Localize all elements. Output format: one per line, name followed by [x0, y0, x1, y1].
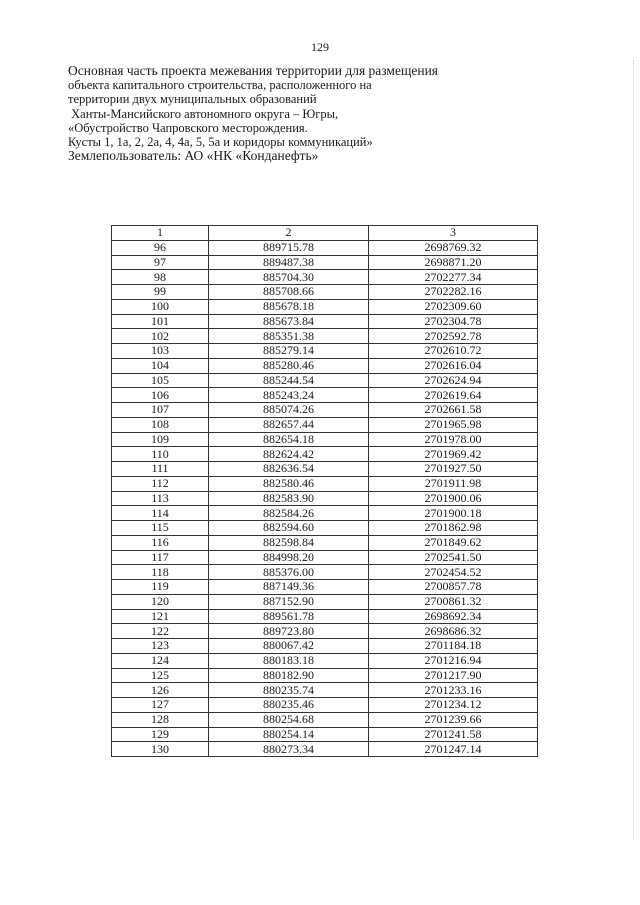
y-coordinate-cell: 2701969.42: [369, 447, 538, 462]
table-row: [112, 476, 538, 491]
point-number-cell: 118: [112, 565, 209, 580]
table-row: [112, 580, 538, 595]
x-coordinate-cell: 880235.46: [209, 698, 369, 713]
header-line: Землепользователь: АО «НК «Конданефть»: [68, 148, 319, 164]
table-row: [112, 432, 538, 447]
x-coordinate-cell: 882654.18: [209, 432, 369, 447]
point-number-cell: 123: [112, 639, 209, 654]
table-row: [112, 506, 538, 521]
point-number-cell: 98: [112, 270, 209, 285]
x-coordinate-cell: 880254.68: [209, 712, 369, 727]
table-row: [112, 417, 538, 432]
point-number-cell: 130: [112, 742, 209, 757]
table-row: [112, 403, 538, 418]
y-coordinate-cell: 2701216.94: [369, 653, 538, 668]
table-row: [112, 358, 538, 373]
table-row: [112, 373, 538, 388]
x-coordinate-cell: 889487.38: [209, 255, 369, 270]
table-row: [112, 447, 538, 462]
point-number-cell: 104: [112, 358, 209, 373]
point-number-cell: 100: [112, 299, 209, 314]
x-coordinate-cell: 882657.44: [209, 417, 369, 432]
point-number-cell: 119: [112, 580, 209, 595]
y-coordinate-cell: 2702624.94: [369, 373, 538, 388]
point-number-cell: 121: [112, 609, 209, 624]
point-number-cell: 113: [112, 491, 209, 506]
point-number-cell: 102: [112, 329, 209, 344]
table-row: [112, 712, 538, 727]
x-coordinate-cell: 882636.54: [209, 462, 369, 477]
table-row: [112, 594, 538, 609]
y-coordinate-cell: 2702282.16: [369, 285, 538, 300]
x-coordinate-cell: 882583.90: [209, 491, 369, 506]
y-coordinate-cell: 2701927.50: [369, 462, 538, 477]
x-coordinate-cell: 887149.36: [209, 580, 369, 595]
y-coordinate-cell: 2702592.78: [369, 329, 538, 344]
x-coordinate-cell: 885244.54: [209, 373, 369, 388]
table-row: [112, 550, 538, 565]
point-number-cell: 107: [112, 403, 209, 418]
coordinates-table: [111, 225, 538, 757]
x-coordinate-cell: 880067.42: [209, 639, 369, 654]
x-coordinate-cell: 885074.26: [209, 403, 369, 418]
point-number-cell: 122: [112, 624, 209, 639]
x-coordinate-cell: 889715.78: [209, 240, 369, 255]
x-coordinate-cell: 885678.18: [209, 299, 369, 314]
table-row: [112, 565, 538, 580]
point-number-cell: 127: [112, 698, 209, 713]
point-number-cell: 112: [112, 476, 209, 491]
y-coordinate-cell: 2701241.58: [369, 727, 538, 742]
point-number-cell: 117: [112, 550, 209, 565]
table-row: [112, 653, 538, 668]
y-coordinate-cell: 2701239.66: [369, 712, 538, 727]
x-coordinate-cell: 885376.00: [209, 565, 369, 580]
point-number-cell: 111: [112, 462, 209, 477]
table-row: [112, 314, 538, 329]
table-row: [112, 388, 538, 403]
x-coordinate-cell: 880273.34: [209, 742, 369, 757]
page-number: 129: [311, 40, 329, 54]
y-coordinate-cell: 2701900.06: [369, 491, 538, 506]
y-coordinate-cell: 2701184.18: [369, 639, 538, 654]
y-coordinate-cell: 2700861.32: [369, 594, 538, 609]
y-coordinate-cell: 2702309.60: [369, 299, 538, 314]
scan-edge-marks: [631, 60, 634, 840]
y-coordinate-cell: 2701233.16: [369, 683, 538, 698]
x-coordinate-cell: 889723.80: [209, 624, 369, 639]
header-line: территории двух муниципальных образований: [68, 92, 317, 107]
point-number-cell: 126: [112, 683, 209, 698]
point-number-cell: 105: [112, 373, 209, 388]
table-row: [112, 668, 538, 683]
table-row: [112, 462, 538, 477]
y-coordinate-cell: 2702616.04: [369, 358, 538, 373]
x-coordinate-cell: 885243.24: [209, 388, 369, 403]
point-number-cell: 128: [112, 712, 209, 727]
y-coordinate-cell: 2698692.34: [369, 609, 538, 624]
table-row: [112, 742, 538, 757]
y-coordinate-cell: 2702610.72: [369, 344, 538, 359]
y-coordinate-cell: 2702541.50: [369, 550, 538, 565]
y-coordinate-cell: 2701978.00: [369, 432, 538, 447]
y-coordinate-cell: 2701849.62: [369, 535, 538, 550]
point-number-cell: 103: [112, 344, 209, 359]
point-number-cell: 101: [112, 314, 209, 329]
y-coordinate-cell: 2701862.98: [369, 521, 538, 536]
y-coordinate-cell: 2702304.78: [369, 314, 538, 329]
y-coordinate-cell: 2701217.90: [369, 668, 538, 683]
table-row: [112, 344, 538, 359]
point-number-cell: 129: [112, 727, 209, 742]
x-coordinate-cell: 882594.60: [209, 521, 369, 536]
column-header: 3: [369, 226, 538, 241]
table-row: [112, 285, 538, 300]
point-number-cell: 110: [112, 447, 209, 462]
table-row: [112, 639, 538, 654]
point-number-cell: 125: [112, 668, 209, 683]
table-row: [112, 491, 538, 506]
header-line: «Обустройство Чапровского месторождения.: [68, 120, 308, 135]
x-coordinate-cell: 885704.30: [209, 270, 369, 285]
table-row: [112, 609, 538, 624]
x-coordinate-cell: 885708.66: [209, 285, 369, 300]
table-row: [112, 727, 538, 742]
table-row: [112, 683, 538, 698]
point-number-cell: 116: [112, 535, 209, 550]
header-line: объекта капитального строительства, расположенного на: [68, 78, 372, 93]
x-coordinate-cell: 880235.74: [209, 683, 369, 698]
y-coordinate-cell: 2702661.58: [369, 403, 538, 418]
x-coordinate-cell: 882598.84: [209, 535, 369, 550]
y-coordinate-cell: 2702277.34: [369, 270, 538, 285]
table-header-row: [112, 226, 538, 241]
table-row: [112, 329, 538, 344]
y-coordinate-cell: 2698871.20: [369, 255, 538, 270]
table-row: [112, 535, 538, 550]
x-coordinate-cell: 889561.78: [209, 609, 369, 624]
x-coordinate-cell: 880183.18: [209, 653, 369, 668]
column-header: 2: [209, 226, 369, 241]
y-coordinate-cell: 2701234.12: [369, 698, 538, 713]
table-row: [112, 698, 538, 713]
point-number-cell: 97: [112, 255, 209, 270]
y-coordinate-cell: 2702454.52: [369, 565, 538, 580]
x-coordinate-cell: 882624.42: [209, 447, 369, 462]
point-number-cell: 124: [112, 653, 209, 668]
x-coordinate-cell: 885351.38: [209, 329, 369, 344]
x-coordinate-cell: 880182.90: [209, 668, 369, 683]
y-coordinate-cell: 2701965.98: [369, 417, 538, 432]
y-coordinate-cell: 2698769.32: [369, 240, 538, 255]
table-row: [112, 240, 538, 255]
x-coordinate-cell: 885673.84: [209, 314, 369, 329]
x-coordinate-cell: 885280.46: [209, 358, 369, 373]
x-coordinate-cell: 884998.20: [209, 550, 369, 565]
table-row: [112, 255, 538, 270]
point-number-cell: 108: [112, 417, 209, 432]
table-row: [112, 521, 538, 536]
table-row: [112, 270, 538, 285]
x-coordinate-cell: 887152.90: [209, 594, 369, 609]
x-coordinate-cell: 885279.14: [209, 344, 369, 359]
document-header: [68, 63, 439, 164]
y-coordinate-cell: 2701247.14: [369, 742, 538, 757]
y-coordinate-cell: 2701911.98: [369, 476, 538, 491]
point-number-cell: 120: [112, 594, 209, 609]
point-number-cell: 115: [112, 521, 209, 536]
header-line: Кусты 1, 1а, 2, 2а, 4, 4а, 5, 5а и коридоры коммуникаций»: [68, 135, 373, 150]
point-number-cell: 96: [112, 240, 209, 255]
x-coordinate-cell: 882580.46: [209, 476, 369, 491]
point-number-cell: 114: [112, 506, 209, 521]
column-header: 1: [112, 226, 209, 241]
y-coordinate-cell: 2698686.32: [369, 624, 538, 639]
table-row: [112, 299, 538, 314]
table-row: [112, 624, 538, 639]
header-line: Ханты-Мансийского автономного округа – Югры,: [68, 106, 339, 121]
y-coordinate-cell: 2701900.18: [369, 506, 538, 521]
y-coordinate-cell: 2700857.78: [369, 580, 538, 595]
x-coordinate-cell: 882584.26: [209, 506, 369, 521]
y-coordinate-cell: 2702619.64: [369, 388, 538, 403]
point-number-cell: 106: [112, 388, 209, 403]
x-coordinate-cell: 880254.14: [209, 727, 369, 742]
table-body: [112, 240, 538, 756]
point-number-cell: 109: [112, 432, 209, 447]
point-number-cell: 99: [112, 285, 209, 300]
header-line: Основная часть проекта межевания территории для размещения: [68, 63, 439, 78]
